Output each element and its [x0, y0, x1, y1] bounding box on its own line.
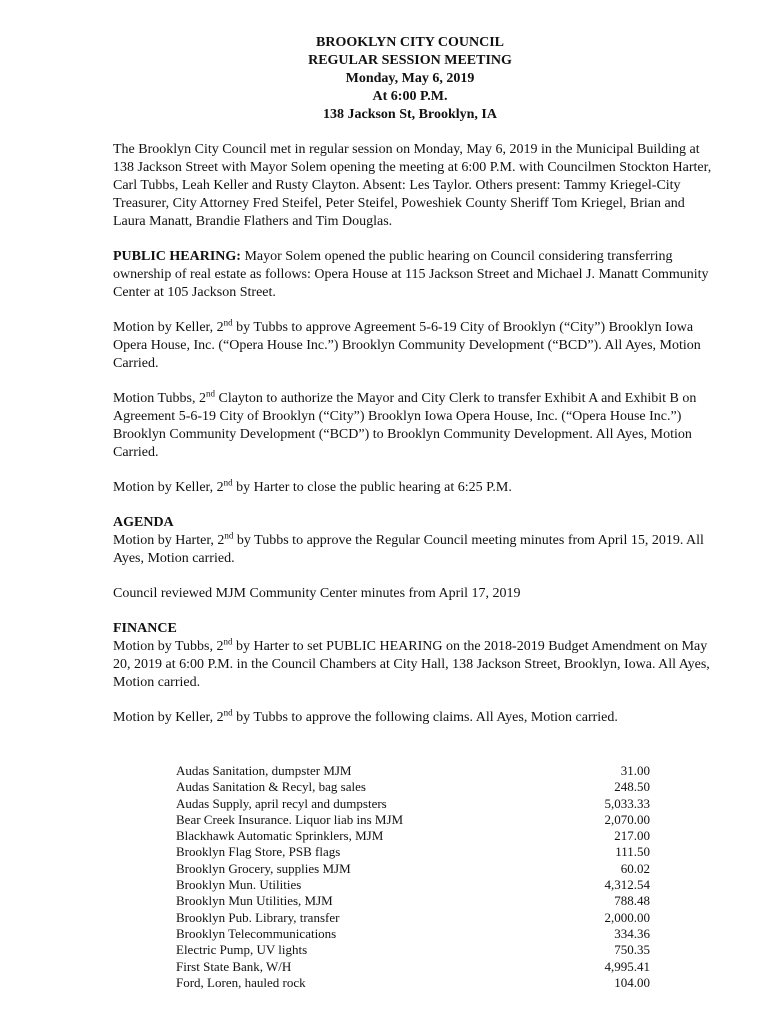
- claim-row: [176, 844, 650, 860]
- claim-vendor: Electric Pump, UV lights: [176, 942, 308, 958]
- ordinal-suffix: nd: [224, 530, 234, 541]
- ordinal-suffix: nd: [223, 707, 233, 718]
- motion-close-hearing: [113, 479, 713, 497]
- claim-vendor: Brooklyn Mun Utilities, MJM: [176, 893, 333, 909]
- agenda-motion: [113, 532, 713, 568]
- claim-row: [176, 910, 650, 926]
- claim-vendor: Audas Sanitation, dumpster MJM: [176, 763, 352, 778]
- claim-row: [176, 975, 650, 991]
- finance-heading: FINANCE: [113, 621, 177, 636]
- claim-amount: 788.48: [614, 893, 650, 909]
- public-hearing-text: Mayor Solem opened the public hearing on Council considering transferring ownership of real estate as follows: Opera House at 115 Jackson Street and Michael J. Manatt Community Center at 105 Jackson Street.: [113, 249, 709, 300]
- header-council: BROOKLYN CITY COUNCIL: [316, 35, 504, 50]
- claim-row: [176, 926, 650, 942]
- claim-vendor: Audas Supply, april recyl and dumpsters: [176, 795, 387, 811]
- intro-paragraph: The Brooklyn City Council met in regular session on Monday, May 6, 2019 in the Municipal Building at 138 Jackson Street with Mayor Solem opening the meeting at 6:00 P.M. with Councilmen Stockton Harter, Carl Tubbs, Leah Keller and Rusty Clayton. Absent: Les Taylor. Others present: Tammy Kriegel-City Treasurer, City Attorney Fred Steifel, Peter Steifel, Poweshiek County Sheriff Tom Kriegel, Brian and Laura Manatt, Brandie Flathers and Tim Douglas.: [113, 142, 712, 229]
- ordinal-suffix: nd: [223, 317, 233, 328]
- claim-row: [176, 796, 650, 812]
- claim-amount: 248.50: [614, 779, 650, 795]
- claim-amount: 2,070.00: [604, 811, 650, 827]
- motion-text: Motion by Harter, 2: [113, 533, 225, 548]
- agenda-heading: AGENDA: [113, 515, 174, 530]
- claim-vendor: Brooklyn Flag Store, PSB flags: [176, 844, 341, 860]
- claim-amount: 217.00: [614, 828, 650, 844]
- public-hearing-label: PUBLIC HEARING:: [113, 249, 241, 264]
- motion-agreement: [113, 319, 713, 373]
- claim-row: [176, 942, 650, 958]
- header-date: Monday, May 6, 2019: [345, 71, 475, 86]
- claim-row: [176, 812, 650, 828]
- claim-amount: 31.00: [620, 763, 650, 778]
- claim-amount: 111.50: [615, 844, 650, 860]
- motion-text: Clayton to authorize the Mayor and City Clerk to transfer Exhibit A and Exhibit B on Agreement 5-6-19 City of Brooklyn (“City”) Brooklyn Iowa Opera House, Inc. (“Opera House Inc.”) Brooklyn Community Development (“BCD”) to Brooklyn Community Development. All Ayes, Motion Carried.: [113, 391, 697, 460]
- header-time: At 6:00 P.M.: [372, 89, 448, 104]
- finance-motion: [113, 638, 713, 692]
- claim-amount: 5,033.33: [604, 795, 650, 811]
- claim-vendor: Bear Creek Insurance. Liquor liab ins MJM: [176, 811, 404, 827]
- claim-vendor: Blackhawk Automatic Sprinklers, MJM: [176, 828, 384, 844]
- motion-text: Motion by Keller, 2: [113, 480, 224, 495]
- claim-row: [176, 763, 650, 779]
- motion-text: by Tubbs to approve the following claims. All Ayes, Motion carried.: [232, 710, 618, 725]
- header-address: 138 Jackson St, Brooklyn, IA: [322, 107, 497, 122]
- motion-text: Motion by Tubbs, 2: [113, 639, 224, 654]
- claim-row: [176, 959, 650, 975]
- claim-vendor: Audas Sanitation & Recyl, bag sales: [176, 779, 366, 795]
- claim-amount: 4,312.54: [604, 877, 650, 893]
- claim-amount: 60.02: [620, 860, 650, 876]
- ordinal-suffix: nd: [205, 388, 215, 399]
- claims-list: [176, 763, 650, 991]
- public-hearing-paragraph: [113, 248, 713, 302]
- motion-text: by Harter to set PUBLIC HEARING on the 2018-2019 Budget Amendment on May 20, 2019 at 6:00 P.M. in the Council Chambers at City Hall, 138 Jackson Street, Brooklyn, Iowa. All Ayes, Motion carried.: [113, 639, 710, 690]
- finance-section: [113, 620, 713, 692]
- motion-text: Motion Tubbs, 2: [113, 391, 206, 406]
- claim-row: [176, 779, 650, 795]
- meeting-header: [0, 34, 770, 124]
- claim-amount: 2,000.00: [604, 909, 650, 925]
- ordinal-suffix: nd: [223, 477, 233, 488]
- claim-vendor: First State Bank, W/H: [176, 958, 292, 974]
- motion-text: Motion by Keller, 2: [113, 710, 224, 725]
- claim-vendor: Brooklyn Mun. Utilities: [176, 877, 302, 893]
- motion-text: by Tubbs to approve the Regular Council meeting minutes from April 15, 2019. All Ayes, Motion carried.: [113, 533, 704, 566]
- claim-vendor: Brooklyn Telecommunications: [176, 925, 337, 941]
- agenda-section: [113, 514, 713, 568]
- claim-vendor: Ford, Loren, hauled rock: [176, 974, 306, 990]
- motion-text: Motion by Keller, 2: [113, 320, 224, 335]
- claim-vendor: Brooklyn Grocery, supplies MJM: [176, 860, 351, 876]
- council-review: Council reviewed MJM Community Center minutes from April 17, 2019: [113, 586, 521, 601]
- claim-row: [176, 828, 650, 844]
- ordinal-suffix: nd: [223, 636, 233, 647]
- claims-motion: [113, 709, 713, 727]
- claim-amount: 750.35: [614, 942, 650, 958]
- claim-vendor: Brooklyn Pub. Library, transfer: [176, 909, 340, 925]
- minutes-body: [113, 141, 713, 744]
- motion-text: by Tubbs to approve Agreement 5-6-19 City of Brooklyn (“City”) Brooklyn Iowa Opera House, Inc. (“Opera House Inc.”) Brooklyn Community Development (“BCD”). All Ayes, Motion Carried.: [113, 320, 701, 371]
- claim-row: [176, 877, 650, 893]
- motion-text: by Harter to close the public hearing at 6:25 P.M.: [232, 480, 512, 495]
- motion-transfer: [113, 390, 713, 462]
- claim-amount: 4,995.41: [604, 958, 650, 974]
- claim-row: [176, 893, 650, 909]
- claim-row: [176, 861, 650, 877]
- claim-amount: 334.36: [614, 925, 650, 941]
- header-session: REGULAR SESSION MEETING: [308, 53, 512, 68]
- claim-amount: 104.00: [614, 974, 650, 990]
